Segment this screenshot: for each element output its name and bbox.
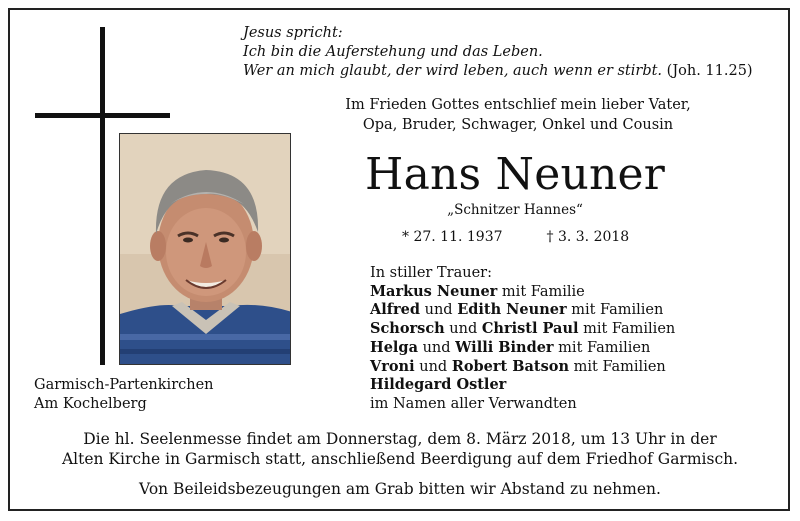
mourner-row — [370, 301, 675, 320]
mourner-suffix: mit Familien — [569, 358, 666, 375]
mourner-conjunction: und — [414, 358, 452, 375]
mourner-suffix: mit Familien — [566, 302, 664, 319]
mourner-suffix: mit Familien — [553, 339, 651, 356]
service-info — [20, 429, 780, 469]
residence-street: Am Kochelberg — [34, 396, 147, 412]
mourner-name: Schorsch — [370, 320, 445, 338]
mourner-row — [370, 339, 675, 358]
quote-line-2: Ich bin die Auferstehung und das Leben. — [243, 44, 543, 60]
mourner-conjunction: und — [444, 321, 482, 338]
mourner-name: Alfred — [370, 301, 420, 319]
birth-date: * 27. 11. 1937 — [402, 229, 503, 245]
announcement-text — [320, 95, 716, 135]
mourner-name: Helga — [370, 338, 418, 356]
service-line-2: Alten Kirche in Garmisch statt, anschließend Beerdigung auf dem Friedhof Garmisch. — [61, 450, 739, 468]
intro-line-2: Opa, Bruder, Schwager, Onkel und Cousin — [362, 117, 674, 133]
mourner-conjunction: und — [420, 302, 458, 319]
death-date: † 3. 3. 2018 — [546, 229, 630, 245]
mourner-name: Hildegard Ostler — [370, 376, 507, 394]
quote-reference: (Joh. 11.25) — [666, 63, 753, 79]
mourner-conjunction: und — [417, 339, 456, 356]
portrait-image — [120, 134, 291, 365]
quote-line-3 — [243, 62, 753, 81]
portrait-photo — [119, 133, 291, 365]
deceased-name: Hans Neuner — [365, 149, 665, 200]
residence-city: Garmisch-Partenkirchen — [34, 377, 214, 393]
residence-address — [34, 376, 214, 414]
mourner-name: Markus Neuner — [370, 282, 498, 300]
mourner-name: Robert Batson — [451, 357, 570, 375]
quote-line-3-text: Wer an mich glaubt, der wird leben, auch wenn er stirbt. — [243, 63, 663, 79]
mourner-name: Willi Binder — [455, 338, 554, 356]
mourners-list — [370, 264, 675, 414]
mourner-row — [370, 283, 675, 302]
mourners-closing: im Namen aller Verwandten — [370, 395, 577, 412]
mourners-heading: In stiller Trauer: — [370, 265, 492, 281]
cross-icon — [100, 27, 105, 365]
mourner-row — [370, 376, 675, 395]
condolence-request: Von Beileidsbezeugungen am Grab bitten wir Abstand zu nehmen. — [139, 480, 661, 498]
deceased-nickname: „Schnitzer Hannes“ — [447, 202, 583, 218]
mourner-name: Edith Neuner — [457, 301, 567, 319]
bible-quote — [243, 24, 753, 81]
cross-icon-bar — [35, 113, 170, 118]
mourner-suffix: mit Familie — [497, 283, 585, 300]
mourner-row — [370, 358, 675, 377]
mourner-name: Christl Paul — [481, 320, 579, 338]
intro-line-1: Im Frieden Gottes entschlief mein lieber Vater, — [345, 97, 691, 113]
mourner-name: Vroni — [370, 357, 415, 375]
service-line-1: Die hl. Seelenmesse findet am Donnerstag, dem 8. März 2018, um 13 Uhr in der — [83, 430, 717, 448]
life-dates — [402, 229, 629, 245]
quote-line-1: Jesus spricht: — [243, 25, 343, 41]
mourner-suffix: mit Familien — [578, 321, 676, 338]
mourner-row — [370, 320, 675, 339]
